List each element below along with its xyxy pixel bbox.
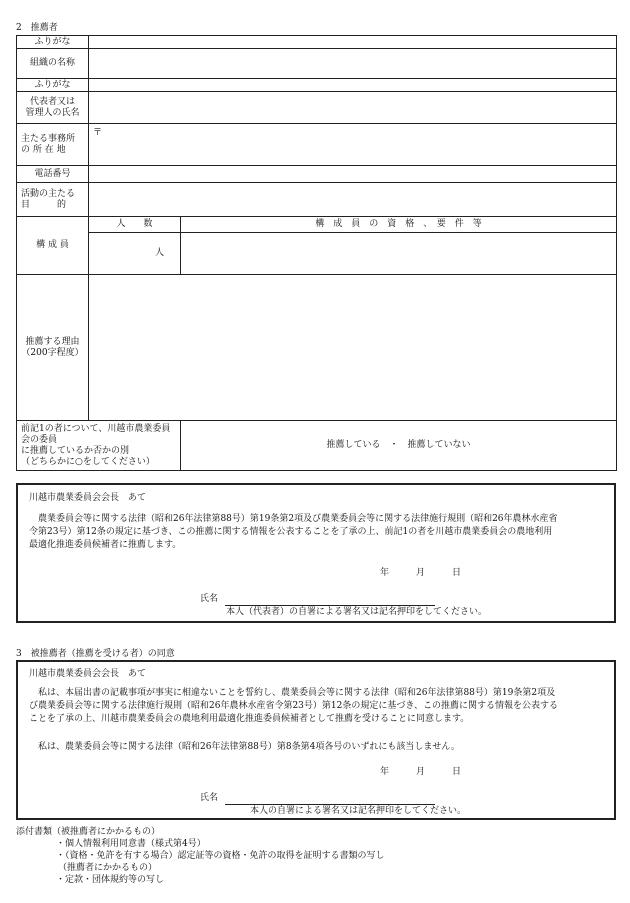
recommend-question: 前記1の者について、川越市農業委員会の委員 に推薦しているか否かの別 （どちらかに○をしてください） [17, 421, 181, 471]
section3-title: 3 被推薦者（推薦を受ける者）の同意 [16, 649, 175, 659]
furigana-label-1: ふりがな [17, 36, 89, 49]
section2-name-label: 氏名 [200, 594, 219, 604]
purpose-label: 活動の主たる 目 的 [17, 183, 89, 217]
attachments-sub-title: （推薦者にかかるもの） [58, 863, 158, 873]
consent-statement-box [16, 660, 616, 820]
rep-name-label: 代表者又は 管理人の氏名 [17, 92, 89, 124]
furigana-label-2: ふりがな [17, 79, 89, 92]
section3-name-label: 氏名 [200, 793, 219, 803]
purpose-field[interactable] [89, 183, 617, 217]
section3-addressee: 川越市農業委員会会長 あて [29, 669, 147, 679]
attachment-item-1: ・個人情報利用同意書（様式第4号） [56, 839, 206, 849]
members-qualification-header: 構 成 員 の 資 格 、 要 件 等 [181, 217, 617, 233]
members-unit: 人 [154, 248, 164, 258]
section2-body: 農業委員会等に関する法律（昭和26年法律第88号）第19条第2項及び農業委員会等に関する法律施行規則（昭和26年農林水産省令第23号）第12条の規定に基づき、この推薦に関する情報を公表することを了承の上、前記1の者を川越市農業委員会の農地利用最適化推進委員候補者に推薦します。 [29, 514, 558, 550]
section2-date[interactable]: 年 月 日 [380, 568, 462, 578]
furigana-field-2[interactable] [89, 79, 617, 92]
members-qualification-field[interactable] [181, 233, 617, 275]
attachments-title: 添付書類（被推薦者にかかるもの） [16, 827, 161, 837]
phone-field[interactable] [89, 166, 617, 183]
org-name-field[interactable] [89, 49, 617, 79]
section3-date[interactable]: 年 月 日 [380, 767, 462, 777]
section2-title: 2 推薦者 [16, 23, 58, 33]
section2-sign-note: 本人（代表者）の自署による署名又は記名押印をしてください。 [226, 607, 488, 617]
recommend-answer[interactable]: 推薦している ・ 推薦していない [181, 421, 617, 471]
furigana-field-1[interactable] [89, 36, 617, 49]
phone-label: 電話番号 [17, 166, 89, 183]
members-count-header: 人 数 [89, 217, 181, 233]
office-field[interactable] [89, 124, 617, 166]
reason-field[interactable] [89, 275, 617, 421]
rep-name-field[interactable] [89, 92, 617, 124]
reason-label: 推薦する理由 （200字程度） [17, 275, 89, 421]
section2-addressee: 川越市農業委員会会長 あて [29, 493, 147, 503]
section3-body2: 私は、農業委員会等に関する法律（昭和26年法律第88号）第8条第4項各号のいずれにも該当しません。 [29, 742, 460, 752]
attachment-item-3: ・定款・団体規約等の写し [56, 875, 165, 885]
org-name-label: 組織の名称 [17, 49, 89, 79]
section3-sign-note: 本人の自署による署名又は記名押印をしてください。 [250, 806, 467, 816]
section3-body1: 私は、本届出書の記載事項が事実に相違ないことを誓約し、農業委員会等に関する法律（昭和26年法律第88号）第19条第2項及び農業委員会等に関する法律施行規則（昭和26年農林水産省令第23号）第12条の規定に基づき、この推薦に関する情報を公表することを了承の上、川越市農業委員会の農地利用最適化推進委員候補者として推薦を受けることに同意します。 [29, 688, 558, 724]
attachment-item-2: ・（資格・免許を有する場合）認定証等の資格・免許の取得を証明する書類の写し [56, 851, 385, 861]
members-label: 構 成 員 [17, 217, 89, 275]
members-count-field[interactable] [89, 233, 181, 275]
recommender-table [16, 35, 617, 471]
postal-mark: 〒 [93, 128, 103, 138]
office-label: 主たる事務所 の 所 在 地 [17, 124, 89, 166]
